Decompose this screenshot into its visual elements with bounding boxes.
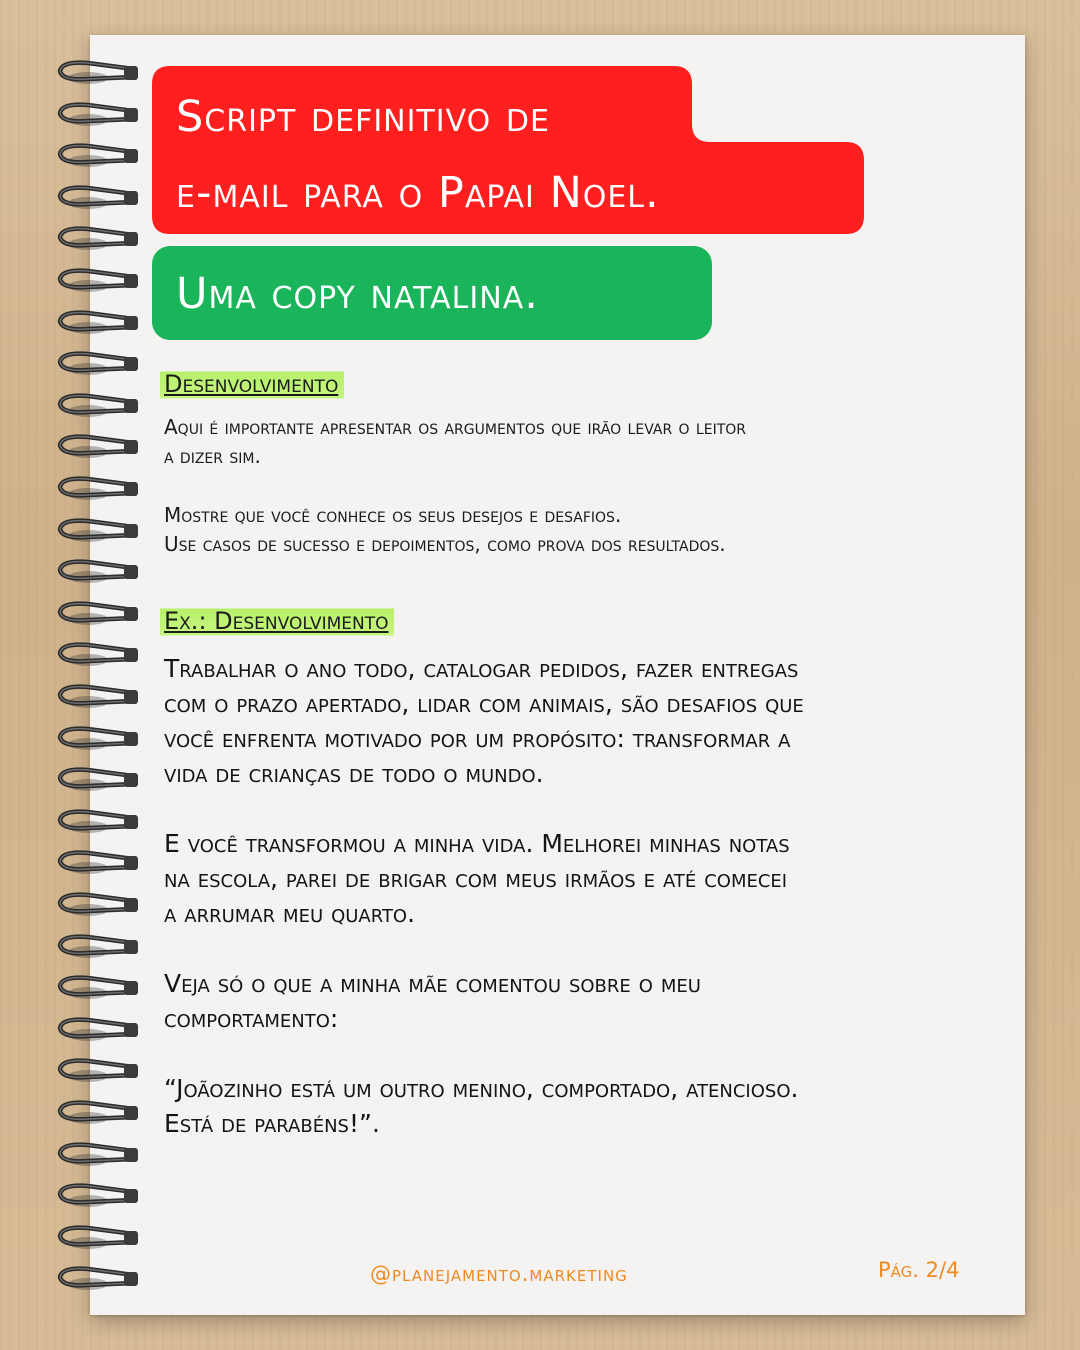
spiral-ring	[48, 640, 140, 666]
text-line: vida de crianças de todo o mundo.	[164, 759, 544, 788]
text-line: E você transformou a minha vida. Melhorei minhas notas	[164, 829, 790, 858]
spiral-ring	[48, 973, 140, 999]
spiral-ring	[48, 765, 140, 791]
subtitle-text: Uma copy natalina.	[176, 269, 539, 319]
section1-paragraph-2	[164, 501, 994, 559]
spiral-ring	[48, 890, 140, 916]
text-line: a dizer sim.	[164, 444, 261, 468]
text-line: com o prazo apertado, lidar com animais, são desafios que	[164, 689, 804, 718]
spiral-ring	[48, 308, 140, 334]
spiral-ring	[48, 1223, 140, 1249]
text-line: Aqui é importante apresentar os argumentos que irão levar o leitor	[164, 415, 746, 439]
spiral-ring	[48, 807, 140, 833]
spiral-ring	[48, 100, 140, 126]
spiral-ring	[48, 724, 140, 750]
subtitle-banner	[152, 246, 712, 340]
text-line: Está de parabéns!”.	[164, 1109, 380, 1138]
spiral-ring	[48, 391, 140, 417]
text-line: “Joãozinho está um outro menino, comportado, atencioso.	[164, 1074, 799, 1103]
spiral-ring	[48, 682, 140, 708]
spiral-ring	[48, 349, 140, 375]
section-heading-example: Ex.: Desenvolvimento	[160, 605, 394, 639]
spiral-ring	[48, 141, 140, 167]
text-line: Trabalhar o ano todo, catalogar pedidos, fazer entregas	[164, 654, 799, 683]
title-banner	[152, 66, 864, 234]
spiral-ring	[48, 557, 140, 583]
spiral-ring	[48, 516, 140, 542]
spiral-ring	[48, 1181, 140, 1207]
instagram-handle: @planejamento.marketing	[370, 1262, 628, 1286]
section-heading-desenvolvimento: Desenvolvimento	[160, 368, 344, 402]
title-line-2: e-mail para o Papai Noel.	[176, 168, 660, 218]
spiral-ring	[48, 1015, 140, 1041]
spiral-ring	[48, 432, 140, 458]
page-number: Pág. 2/4	[878, 1258, 960, 1282]
spiral-ring	[48, 848, 140, 874]
spiral-ring	[48, 58, 140, 84]
spiral-ring	[48, 1056, 140, 1082]
spiral-ring	[48, 1140, 140, 1166]
spiral-binding	[48, 58, 148, 1298]
spiral-ring	[48, 266, 140, 292]
section1-paragraph-1	[164, 413, 994, 471]
spiral-ring	[48, 599, 140, 625]
section2-quote	[164, 1071, 994, 1141]
spiral-ring	[48, 474, 140, 500]
text-line: Use casos de sucesso e depoimentos, como prova dos resultados.	[164, 532, 726, 556]
section2-paragraph-3	[164, 966, 994, 1036]
spiral-ring	[48, 1098, 140, 1124]
section2-paragraph-2	[164, 826, 994, 931]
spiral-ring	[48, 932, 140, 958]
spiral-ring	[48, 1264, 140, 1290]
spiral-ring	[48, 183, 140, 209]
text-line: a arrumar meu quarto.	[164, 899, 416, 928]
text-line: Mostre que você conhece os seus desejos e desafios.	[164, 503, 622, 527]
text-line: comportamento:	[164, 1004, 339, 1033]
spiral-ring	[48, 224, 140, 250]
section2-paragraph-1	[164, 651, 994, 791]
title-line-1: Script definitivo de	[176, 92, 550, 142]
text-line: na escola, parei de brigar com meus irmãos e até comecei	[164, 864, 788, 893]
text-line: Veja só o que a minha mãe comentou sobre o meu	[164, 969, 701, 998]
text-line: você enfrenta motivado por um propósito: transformar a	[164, 724, 791, 753]
